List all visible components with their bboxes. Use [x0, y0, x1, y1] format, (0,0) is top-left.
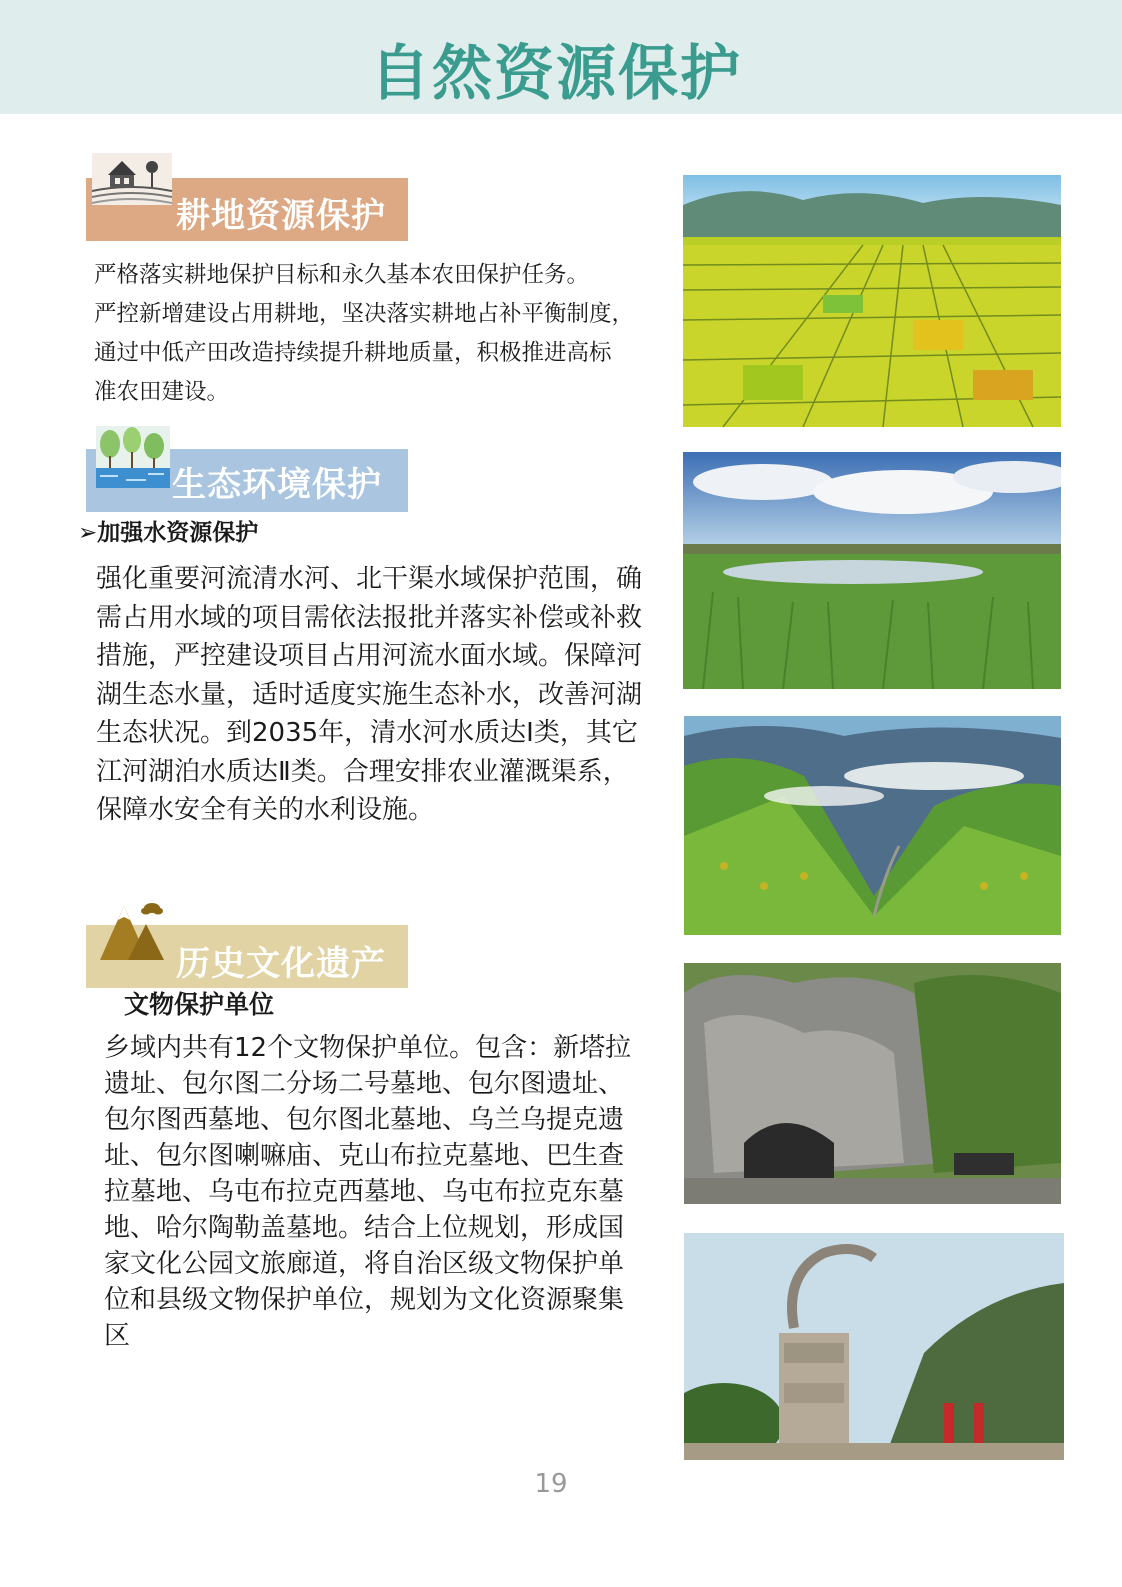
heritage-line: 遗址、包尔图二分场二号墓地、包尔图遗址、 — [104, 1069, 625, 1099]
farmland-body-text — [94, 256, 654, 412]
ecology-body-text — [96, 560, 661, 830]
heritage-line: 址、包尔图喇嘛庙、克山布拉克墓地、巴生查 — [104, 1141, 625, 1171]
wetland-photo — [683, 452, 1061, 689]
wetland-trees-icon — [96, 426, 170, 488]
ecology-line: 强化重要河流清水河、北干渠水域保护范围，确 — [96, 564, 643, 594]
ecology-line: 保障水安全有关的水利设施。 — [96, 795, 435, 825]
page-title: 自然资源保护 — [370, 39, 742, 109]
farmland-line: 准农田建设。 — [94, 379, 230, 405]
heritage-body-text — [104, 1030, 644, 1354]
farmland-line: 严格落实耕地保护目标和永久基本农田保护任务。 — [94, 262, 590, 288]
water-protection-bullet: ➢加强水资源保护 — [78, 520, 259, 546]
heritage-line: 区 — [104, 1321, 131, 1351]
karst-rock-photo — [684, 963, 1061, 1204]
ecology-line: 措施，严控建设项目占用河流水面水域。保障河 — [96, 641, 643, 671]
valley-photo — [684, 716, 1061, 935]
farmhouse-icon — [92, 153, 172, 205]
ecology-line: 江河湖泊水质达Ⅱ类。合理安排农业灌溉渠系， — [96, 756, 629, 787]
heritage-line: 拉墓地、乌屯布拉克西墓地、乌屯布拉克东墓 — [104, 1177, 625, 1207]
heritage-line: 地、哈尔陶勒盖墓地。结合上位规划，形成国 — [104, 1213, 625, 1243]
farmland-photo — [683, 175, 1061, 427]
ecology-section-title: 生态环境保护 — [172, 465, 382, 505]
heritage-section-title: 历史文化遗产 — [176, 944, 386, 984]
ecology-line: 生态状况。到2035年，清水河水质达Ⅰ类，其它 — [96, 718, 638, 748]
farmland-line: 通过中低产田改造持续提升耕地质量，积极推进高标 — [94, 340, 612, 366]
heritage-subtitle: 文物保护单位 — [124, 990, 275, 1019]
mountain-cloud-icon — [100, 900, 168, 960]
ecology-line: 湖生态水量，适时适度实施生态补水，改善河湖 — [96, 679, 643, 710]
sculpture-photo — [684, 1233, 1064, 1460]
farmland-section-title: 耕地资源保护 — [176, 196, 386, 236]
ecology-line: 需占用水域的项目需依法报批并落实补偿或补救 — [96, 602, 643, 633]
heritage-line: 位和县级文物保护单位，规划为文化资源聚集 — [104, 1285, 625, 1315]
heritage-line: 乡域内共有12个文物保护单位。包含：新塔拉 — [104, 1033, 632, 1063]
heritage-line: 包尔图西墓地、包尔图北墓地、乌兰乌提克遗 — [104, 1105, 625, 1135]
farmland-line: 严控新增建设占用耕地，坚决落实耕地占补平衡制度， — [94, 301, 635, 327]
page-number: 19 — [534, 1469, 568, 1499]
heritage-line: 家文化公园文旅廊道，将自治区级文物保护单 — [104, 1249, 625, 1279]
